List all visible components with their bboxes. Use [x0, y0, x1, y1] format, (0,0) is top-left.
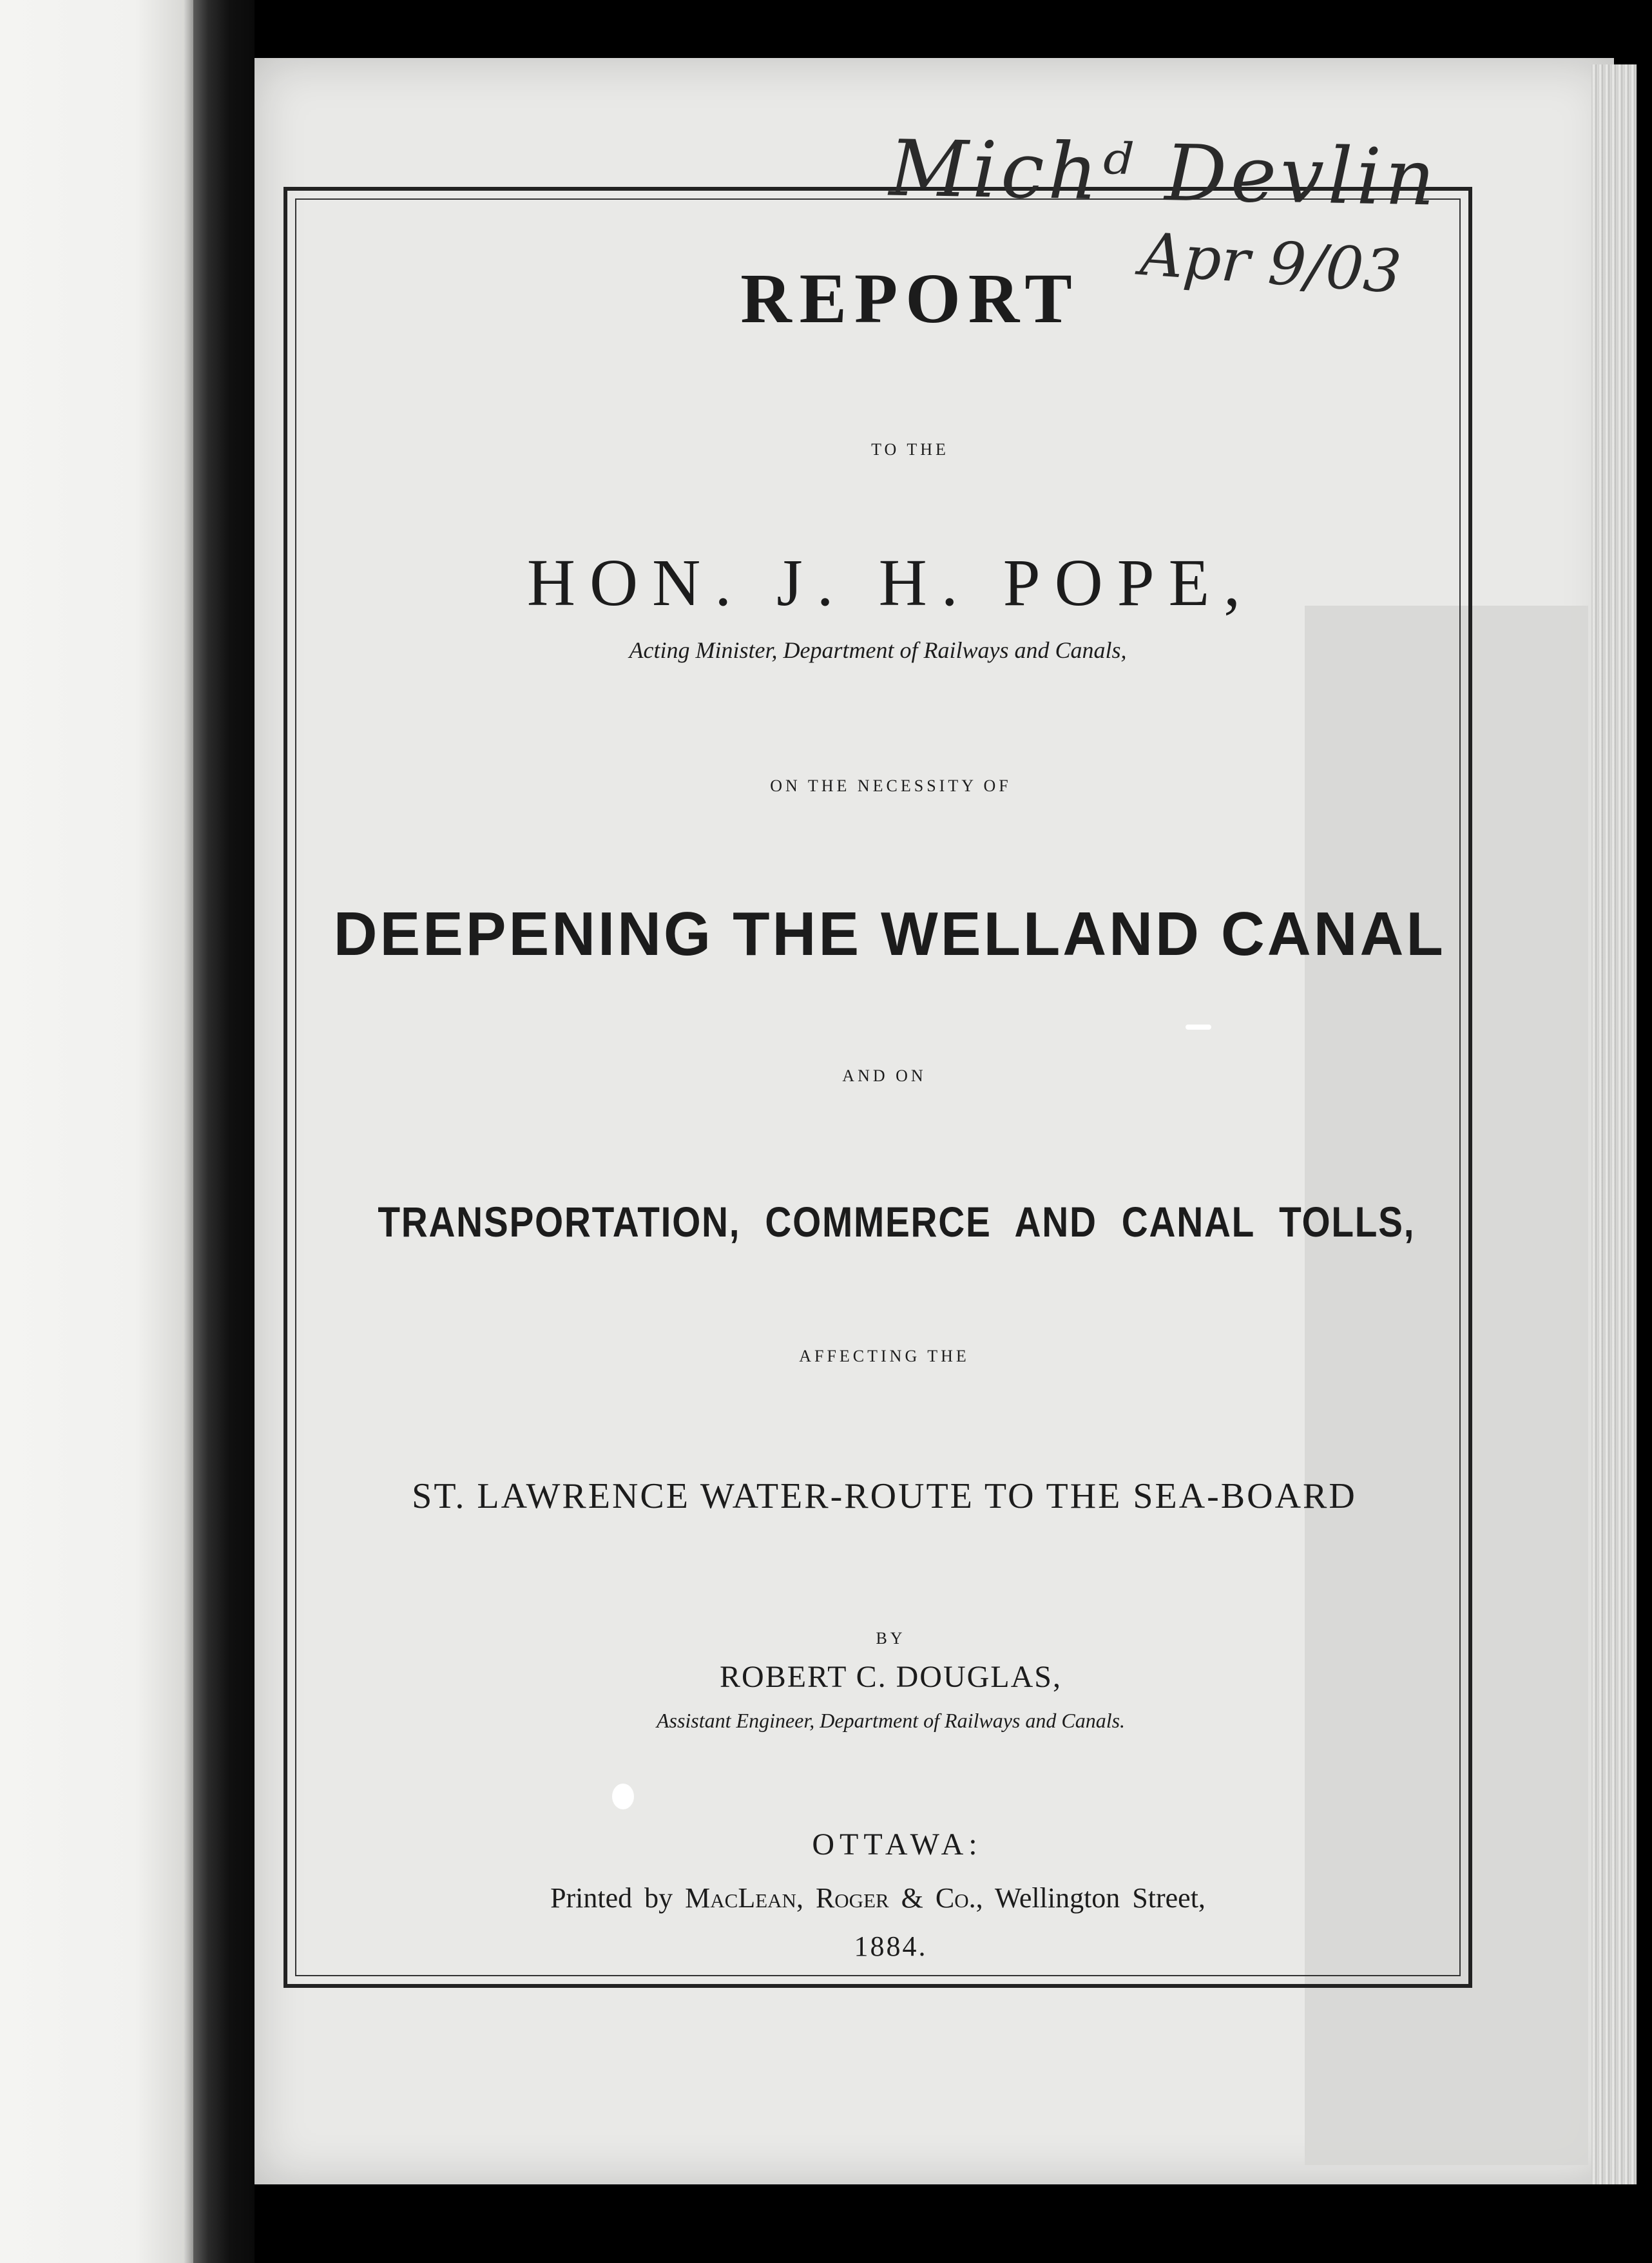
author-role: Assistant Engineer, Department of Railways and Canals. [656, 1709, 1126, 1732]
main-title: DEEPENING THE WELLAND CANAL [333, 900, 1446, 968]
page-edges [1591, 64, 1637, 2184]
imprint-city: OTTAWA: [812, 1827, 983, 1862]
affecting-line: AFFECTING THE [799, 1347, 970, 1365]
paper-speck [1186, 1025, 1211, 1030]
route-line: ST. LAWRENCE WATER-ROUTE TO THE SEA-BOARD [412, 1476, 1357, 1516]
imprint-printer-name: MacLean, Roger & Co., [685, 1882, 983, 1914]
by-line: BY [876, 1629, 906, 1648]
to-the-line: TO THE [871, 440, 949, 459]
imprint-address: Wellington Street, [994, 1882, 1205, 1914]
imprint-printed-by: Printed by [550, 1882, 673, 1914]
handwritten-owner-signature: Michᵈ Devlin [888, 124, 1440, 224]
author-name: ROBERT C. DOUGLAS, [720, 1660, 1062, 1694]
report-heading: REPORT [740, 259, 1080, 338]
book-gutter [193, 0, 255, 2263]
imprint-printer-line [296, 1882, 1459, 1914]
left-blank-page [0, 0, 193, 2263]
on-the-necessity-line: ON THE NECESSITY OF [770, 776, 1012, 795]
addressee-name: HON. J. H. POPE, [526, 546, 1255, 620]
paper-speck [612, 1784, 634, 1809]
handwritten-date-note: Apr 9/03 [1138, 219, 1404, 307]
addressee-role: Acting Minister, Department of Railways and Canals, [629, 637, 1127, 663]
subject-line: TRANSPORTATION, COMMERCE AND CANAL TOLLS, [378, 1198, 1416, 1246]
imprint-year: 1884. [854, 1931, 928, 1962]
and-on-line: AND ON [842, 1066, 927, 1085]
